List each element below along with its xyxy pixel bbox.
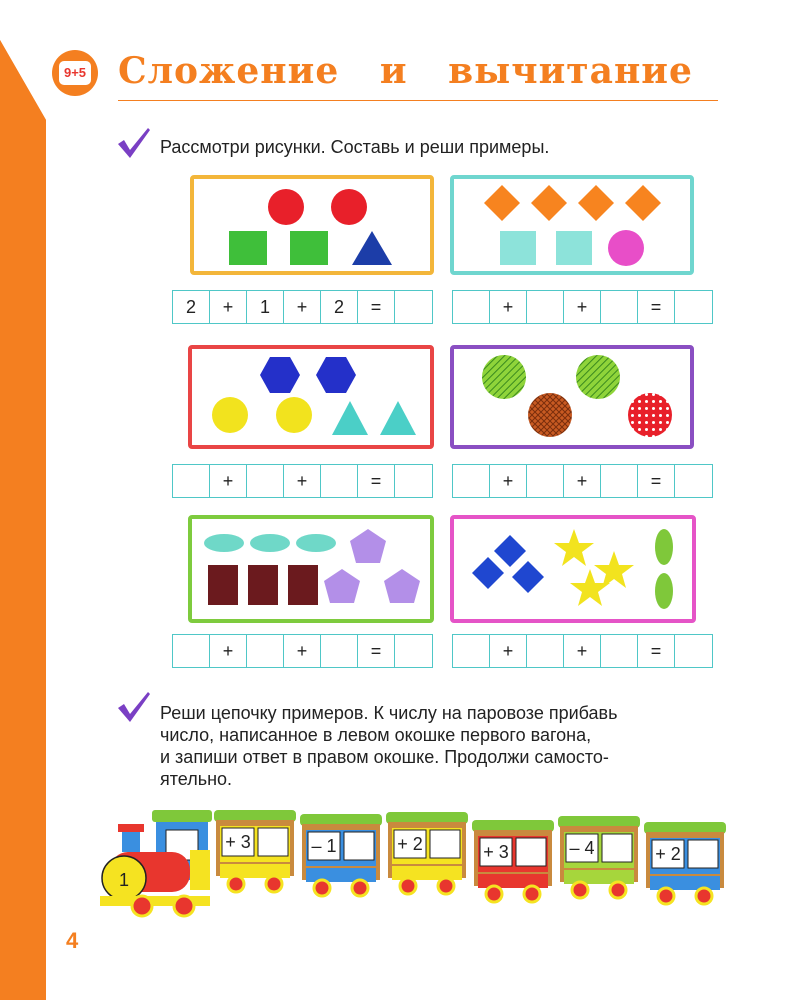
task2-line-4: ятельно. bbox=[160, 769, 233, 789]
task2-line-1: Реши цепочку примеров. К числу на паровозе прибавь bbox=[160, 703, 618, 723]
answer-cell[interactable] bbox=[527, 635, 564, 667]
wagon-answer-window[interactable] bbox=[688, 840, 718, 868]
operator-cell: = bbox=[358, 465, 395, 497]
answer-cell[interactable] bbox=[453, 635, 490, 667]
picture-panel-1 bbox=[190, 175, 434, 275]
task1-instruction: Рассмотри рисунки. Составь и реши примеры. bbox=[160, 137, 550, 157]
wagon-operation-label: – 1 bbox=[311, 836, 337, 856]
picture-panel-4 bbox=[450, 345, 694, 449]
operator-cell: + bbox=[210, 291, 247, 323]
answer-cell[interactable] bbox=[453, 291, 490, 323]
answer-cell[interactable] bbox=[675, 291, 712, 323]
answer-cell[interactable]: 2 bbox=[173, 291, 210, 323]
header-badge bbox=[52, 50, 98, 96]
wagon-operation-label: + 3 bbox=[483, 842, 509, 862]
shapes-hexagons-circles-triangles bbox=[192, 349, 430, 445]
answer-row-1-right bbox=[452, 290, 713, 324]
train-illustration bbox=[90, 800, 770, 930]
operator-cell: + bbox=[564, 465, 601, 497]
operator-cell: = bbox=[358, 635, 395, 667]
shapes-circles-squares-triangle bbox=[194, 179, 430, 271]
answer-cell[interactable] bbox=[247, 635, 284, 667]
picture-panel-2 bbox=[450, 175, 694, 275]
wagon-5 bbox=[558, 816, 640, 898]
picture-panel-3 bbox=[188, 345, 434, 449]
picture-panel-5 bbox=[188, 515, 434, 623]
operator-cell: + bbox=[490, 635, 527, 667]
operator-cell: + bbox=[284, 291, 321, 323]
answer-cell[interactable] bbox=[247, 465, 284, 497]
answer-cell[interactable] bbox=[601, 635, 638, 667]
answer-cell[interactable]: 1 bbox=[247, 291, 284, 323]
answer-cell[interactable] bbox=[527, 465, 564, 497]
shapes-patterned-circles bbox=[454, 349, 690, 445]
operator-cell: = bbox=[358, 291, 395, 323]
answer-cell[interactable] bbox=[601, 291, 638, 323]
wagon-operation-label: + 2 bbox=[397, 834, 423, 854]
operator-cell: = bbox=[638, 465, 675, 497]
answer-row-2-right bbox=[452, 464, 713, 498]
answer-row-3-right bbox=[452, 634, 713, 668]
side-color-bar bbox=[0, 0, 46, 1000]
wagon-operation-label: + 2 bbox=[655, 844, 681, 864]
wagon-answer-window[interactable] bbox=[430, 830, 460, 858]
operator-cell: = bbox=[638, 291, 675, 323]
operator-cell: + bbox=[284, 465, 321, 497]
answer-row-2-left bbox=[172, 464, 433, 498]
checkmark-icon bbox=[116, 690, 152, 724]
answer-cell[interactable] bbox=[395, 291, 432, 323]
header-badge-text: 9+5 bbox=[63, 65, 87, 80]
task2-line-2: число, написанное в левом окошке первого вагона, bbox=[160, 725, 592, 745]
shapes-diamonds-squares-circle bbox=[454, 179, 690, 271]
answer-cell[interactable] bbox=[395, 635, 432, 667]
answer-cell[interactable]: 2 bbox=[321, 291, 358, 323]
locomotive-number: 1 bbox=[118, 870, 130, 890]
wagon-operation-label: + 3 bbox=[225, 832, 251, 852]
shapes-diamonds-stars-ovals bbox=[454, 519, 692, 619]
answer-cell[interactable] bbox=[453, 465, 490, 497]
operator-cell: + bbox=[210, 465, 247, 497]
answer-cell[interactable] bbox=[395, 465, 432, 497]
wagon-operation-label: – 4 bbox=[569, 838, 595, 858]
operator-cell: + bbox=[564, 635, 601, 667]
task2-instruction bbox=[160, 702, 720, 790]
operator-cell: + bbox=[490, 291, 527, 323]
locomotive bbox=[100, 810, 212, 916]
answer-cell[interactable] bbox=[321, 635, 358, 667]
page-number: 4 bbox=[66, 928, 79, 953]
operator-cell: + bbox=[490, 465, 527, 497]
picture-panel-6 bbox=[450, 515, 696, 623]
wagon-6 bbox=[644, 822, 726, 904]
operator-cell: + bbox=[210, 635, 247, 667]
answer-cell[interactable] bbox=[173, 635, 210, 667]
answer-cell[interactable] bbox=[675, 635, 712, 667]
wagon-1 bbox=[214, 810, 296, 892]
operator-cell: + bbox=[564, 291, 601, 323]
header-underline bbox=[118, 100, 718, 101]
operator-cell: = bbox=[638, 635, 675, 667]
wagon-2 bbox=[300, 814, 382, 896]
checkmark-icon bbox=[116, 126, 152, 160]
wagon-4 bbox=[472, 820, 554, 902]
answer-cell[interactable] bbox=[173, 465, 210, 497]
answer-cell[interactable] bbox=[675, 465, 712, 497]
operator-cell: + bbox=[284, 635, 321, 667]
answer-cell[interactable] bbox=[601, 465, 638, 497]
wagon-3 bbox=[386, 812, 468, 894]
page-title: Сложение и вычитание bbox=[118, 50, 693, 92]
answer-row-3-left bbox=[172, 634, 433, 668]
answer-cell[interactable] bbox=[321, 465, 358, 497]
answer-cell[interactable] bbox=[527, 291, 564, 323]
wagon-answer-window[interactable] bbox=[258, 828, 288, 856]
shapes-ovals-rectangles-pentagons bbox=[192, 519, 430, 619]
side-bar-corner bbox=[0, 0, 60, 140]
wagon-answer-window[interactable] bbox=[344, 832, 374, 860]
task2-line-3: и запиши ответ в правом окошке. Продолжи самосто- bbox=[160, 747, 609, 767]
wagon-answer-window[interactable] bbox=[602, 834, 632, 862]
answer-row-1-left bbox=[172, 290, 433, 324]
wagon-answer-window[interactable] bbox=[516, 838, 546, 866]
